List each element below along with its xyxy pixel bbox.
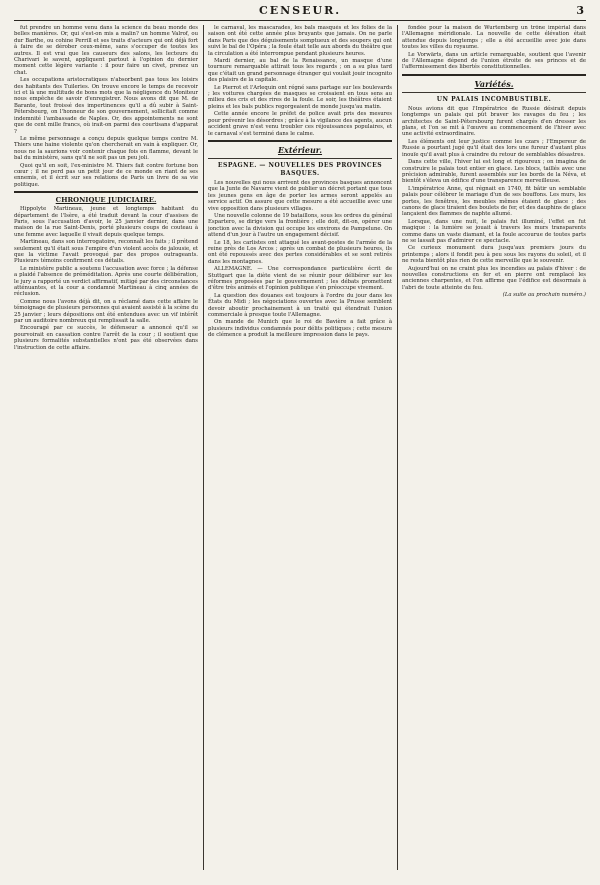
article-paragraph: Quoi qu'il en soit, l'ex-ministre M. Thiers fait contre fortune bon cœur ; il ne perd pas un petit jour de ce monde en riant de ses ennemis, et il écrit sur ses relations de Paris un livre de sa vie politique.: [14, 162, 198, 188]
article-paragraph: Le Pierrot et l'Arlequin ont régné sans partage sur les boulevards ; les voitures chargées de masques se croisaient en tous sens au milieu des cris et des rires de la foule. Le soir, les théâtres étaient pleins et les bals publics regorgeaient de monde jusqu'au matin.: [208, 84, 392, 110]
section-divider: [208, 158, 392, 159]
article-paragraph: Dans cette ville, l'hiver lui est long et rigoureux ; on imagina de construire le palais tout entier en glace. Les blocs, taillés avec une précision admirable, furent assemblés sur les bords de la Néva, et bientôt s'éleva un édifice d'une transparence merveilleuse.: [402, 159, 586, 185]
article-paragraph: Encouragé par ce succès, le défenseur a annoncé qu'il se pourvoirait en cassation contre l'arrêt de la cour ; il soutient que plusieurs formalités substantielles n'ont pas été observées dans l'instruction de cette affaire.: [14, 325, 198, 351]
article-paragraph: Le Vorwärts, dans un article remarquable, soutient que l'avenir de l'Allemagne dépend de l'union étroite de ses princes et de l'affermissement des libertés constitutionnelles.: [402, 51, 586, 71]
article-paragraph: L'impératrice Anne, qui régnait en 1740, fit bâtir un semblable palais pour célébrer le mariage d'un de ses bouffons. Les murs, les portes, les fenêtres, les meubles mêmes étaient de glace ; des canons de glace tiraient des boulets de fer, et des dauphins de glace lançaient des flammes de naphte allumé.: [402, 185, 586, 218]
article-paragraph: On mande de Munich que le roi de Bavière a fait grâce à plusieurs individus condamnés pour délits politiques ; cette mesure de clémence a produit la meilleure impression dans le pays.: [208, 319, 392, 339]
article-paragraph: Hippolyte Martineau, jeune et longtemps habitant du département de l'Isère, a été traduit devant la cour d'assises de Paris, sous l'accusation d'avoir, le 25 janvier dernier, dans une maison de la rue Saint-Denis, porté plusieurs coups de couteau à une femme avec laquelle il vivait depuis quelque temps.: [14, 206, 198, 238]
article-paragraph: Mardi dernier, au bal de la Renaissance, un masque d'une tournure remarquable attirait tous les regards ; on a su plus tard que c'était un grand personnage étranger qui voulait jouir incognito des plaisirs de la capitale.: [208, 58, 392, 84]
column-left: [14, 25, 198, 870]
article-paragraph: fut prendre un homme venu dans la science du beau monde des belles manières. Or, qui s'est-on mis a malin? un homme Valrof, ou dur Barthe, ou cohine Perrill et ses traits d'acteurs qui ont déjà fort à faire de se dérober ceux-même, sans s'occuper de toutes les autres. Il est vrai que les causeurs des salons, les lecteurs du Charivari le savent, appliquent partout à l'opinion du dernier moment cette légère variante : il pour faire un civet, prenez un chat.: [14, 25, 198, 76]
article-paragraph: Martineau, dans son interrogatoire, reconnaît les faits ; il prétend seulement qu'il était sous l'empire d'un violent accès de jalousie, et que la victime l'avait provoqué par des propos outrageants. Plusieurs témoins confirment ces détails.: [14, 239, 198, 265]
section-heading-exterieur: Extérieur.: [277, 144, 323, 155]
article-paragraph: Cette année encore le préfet de police avait pris des mesures pour prévenir les désordres ; grâce à la vigilance des agents, aucun accident grave n'est venu troubler ces réjouissances populaires, et le carnaval s'est terminé dans le calme.: [208, 111, 392, 137]
article-paragraph: Aujourd'hui on ne craint plus les incendies au palais d'hiver : de nouvelles constructions en fer et en pierre ont remplacé les anciennes charpentes, et l'on affirme que l'édifice est désormais à l'abri de toute atteinte du feu.: [402, 265, 586, 291]
subsection-heading-palais: UN PALAIS INCOMBUSTIBLE.: [436, 95, 552, 103]
section-divider: [14, 191, 198, 193]
article-paragraph: Les nouvelles qui nous arrivent des provinces basques annoncent que la Junte de Navarre vient de publier un décret portant que tous les jeunes gens en âge de porter les armes seront appelés au service actif. On assure que cette mesure a été accueillie avec une vive opposition dans plusieurs villages.: [208, 179, 392, 212]
article-paragraph: fondée pour la maison de Wurtemberg un trône impérial dans l'Allemagne méridionale. La nouvelle de cette élévation était attendue depuis longtemps ; elle a été accueillie avec joie dans toutes les villes du royaume.: [402, 25, 586, 51]
page-number: 3: [576, 4, 584, 17]
article-paragraph: Une nouvelle colonne de 19 bataillons, sous les ordres du général Espartero, se dirige vers la frontière ; elle doit, dit-on, opérer une jonction avec la division qui occupe les environs de Pampelune. On attend d'un jour à l'autre un engagement décisif.: [208, 212, 392, 239]
section-divider: [402, 92, 586, 93]
section-heading-chronique: CHRONIQUE JUDICIAIRE.: [55, 196, 157, 205]
column-divider: [397, 25, 398, 870]
article-paragraph: le carnaval, les mascarades, les bals masqués et les folies de la saison ont été cette année plus bruyants que jamais. On ne parle dans Paris que des déguisements somptueux et des soupers qui ont suivi le bal de l'Opéra ; la foule était telle aux abords du théâtre que la circulation a été interrompue pendant plusieurs heures.: [208, 25, 392, 57]
article-paragraph: Le même personnage a conçu depuis quelque temps contre M. Thiers une haine violente qu'on chercherait en vain à expliquer. Or, nous ne la saurions voir contenir chaque fois en flamme, devant le bal du ministère, sans qu'il ne soit pas un peu joli.: [14, 135, 198, 162]
article-paragraph: Ce curieux monument dura jusqu'aux premiers jours du printemps ; alors il fondit peu à peu sous les rayons du soleil, et il ne resta bientôt plus rien de cette merveille que le souvenir.: [402, 245, 586, 265]
column-divider: [203, 25, 204, 870]
article-paragraph: Le ministère public a soutenu l'accusation avec force ; la défense a plaidé l'absence de préméditation. Après une courte délibération, le jury a rapporté un verdict affirmatif, mitigé par des circonstances atténuantes, et la cour a condamné Martineau à cinq années de réclusion.: [14, 265, 198, 298]
article-paragraph: Nous avions dit que l'Impératrice de Russie désirait depuis longtemps un palais qui pût braver les ravages du feu ; les architectes de Saint-Pétersbourg furent chargés d'en dresser les plans, et l'on se mit à l'œuvre au commencement de l'hiver avec une activité extraordinaire.: [402, 105, 586, 138]
masthead: [14, 4, 586, 21]
section-divider: [402, 74, 586, 76]
article-paragraph: Les occupations aristocratiques n'absorbent pas tous les loisirs des habitants des Tuileries. On trouve encore le temps de recevoir ici et là une multitude de bons mots que la négligence du Moniteur nous empêche de savoir d'enregistrer. Nous avons dit que M. de Barante, tout froissé des impertinences qu'il a dû subir à Saint-Pétersbourg, on l'honneur de son gouvernement, sollicitait comme indemnité l'ambassade de Naples. Or, des appointements ne sont que de cent mille francs, où irait-on parmi des courtisans d'apparat ?: [14, 77, 198, 135]
section-heading-varietes: Variétés.: [474, 78, 514, 89]
section-divider: [208, 140, 392, 142]
article-paragraph: Les éléments ont leur justice comme les czars ; l'Empereur de Russie a pourtant jugé qu'il était des lors une fureur d'autant plus inouïe qu'il avait plus à craindre du retour de semblables désastres.: [402, 138, 586, 158]
subsection-heading-espagne: ESPAGNE. — NOUVELLES DES PROVINCES BASQUES.: [217, 161, 383, 177]
article-paragraph: Comme nous l'avons déjà dit, on a réclamé dans cette affaire le témoignage de plusieurs personnes qui avaient assisté à la scène du 25 janvier ; leurs dépositions ont été entendues avec un vif intérêt par un auditoire nombreux qui remplissait la salle.: [14, 298, 198, 325]
article-paragraph: ALLEMAGNE. — Une correspondance particulière écrit de Stuttgart que la diète vient de se réunir pour délibérer sur les réformes proposées par le gouvernement ; les débats promettent d'être très animés et l'opinion publique s'en préoccupe vivement.: [208, 266, 392, 292]
article-paragraph: Le 18, les carlistes ont attaqué les avant-postes de l'armée de la reine près de Los Arcos ; après un combat de plusieurs heures, ils ont été repoussés avec des pertes considérables et se sont retirés dans les montagnes.: [208, 239, 392, 265]
column-right: [402, 25, 586, 870]
newspaper-title: CENSEUR.: [258, 4, 342, 17]
article-paragraph: La question des douanes est toujours à l'ordre du jour dans les États du Midi ; les négociations ouvertes avec la Prusse semblent devoir aboutir prochainement à un traité qui étendrait l'union commerciale à presque toute l'Allemagne.: [208, 292, 392, 319]
article-paragraph: Lorsque, dans une nuit, le palais fut illuminé, l'effet en fut magique : la lumière se jouait à travers les murs transparents comme dans un vaste diamant, et la foule accourue de toutes parts ne se lassait pas d'admirer ce spectacle.: [402, 218, 586, 244]
column-middle: [208, 25, 392, 870]
continuation-note: (La suite au prochain numéro.): [502, 292, 586, 299]
